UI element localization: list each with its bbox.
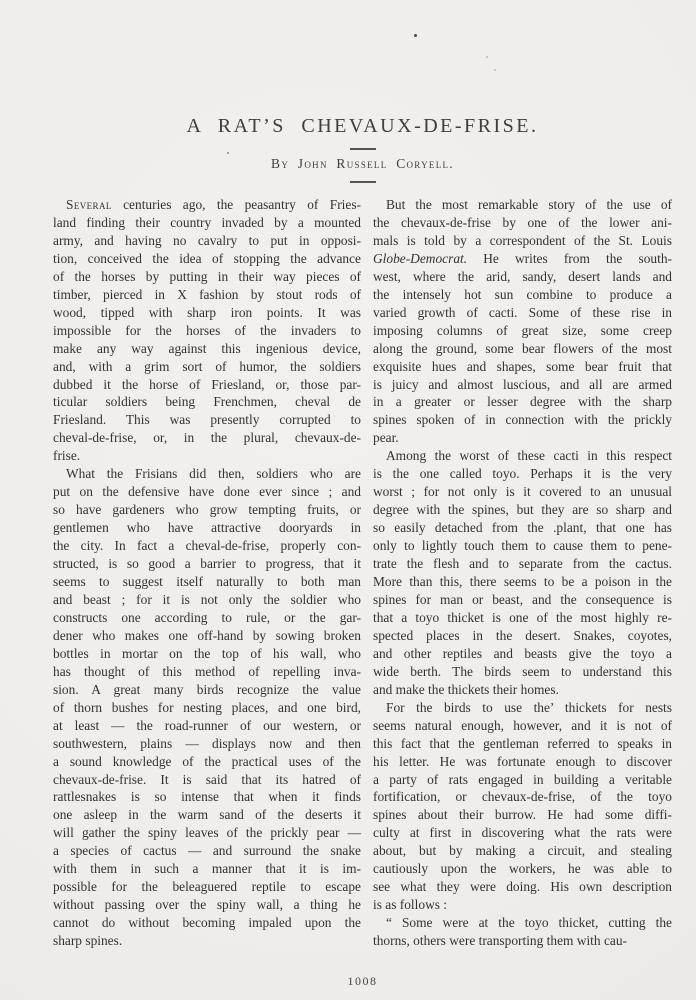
text-line: cautiously upon the workers, he was able to bbox=[373, 861, 672, 877]
text-line: about, but by making a circuit, and stealing bbox=[373, 843, 672, 859]
paragraph bbox=[373, 699, 672, 914]
text-line: timber, pierced in X fashion by stout rods of bbox=[53, 286, 361, 302]
two-column-body bbox=[53, 196, 672, 950]
text-line: thorns, others were transporting them with cau- bbox=[373, 933, 627, 949]
left-column bbox=[53, 196, 361, 950]
paragraph bbox=[373, 914, 672, 950]
text-line: tion, conceived the idea of stopping the advance bbox=[53, 250, 361, 266]
text-line: west, where the arid, sandy, desert lands and bbox=[373, 268, 672, 284]
paragraph bbox=[53, 465, 361, 950]
text-line: land finding their country invaded by a mounted bbox=[53, 214, 361, 230]
text-line: wood, tipped with sharp iron points. It was bbox=[53, 304, 361, 320]
text-line: army, and having no cavalry to put in opposi- bbox=[53, 232, 361, 248]
text-line: of thorn bushes for nesting places, and one bird, bbox=[53, 699, 361, 715]
ornament-rule bbox=[350, 181, 376, 183]
text-line: Globe-Democrat. He writes from the south- bbox=[373, 250, 672, 266]
page-number: 1008 bbox=[347, 974, 378, 988]
text-line: Several centuries ago, the peasantry of Fries- bbox=[66, 197, 361, 212]
paragraph bbox=[53, 196, 361, 465]
text-line: For the birds to use the’ thickets for nests bbox=[386, 699, 672, 715]
text-line: spines spoken of in connection with the prickly bbox=[373, 412, 672, 428]
text-line: dener who makes one off-hand by sowing broken bbox=[53, 627, 361, 643]
text-line: and other reptiles and beasts give the toyo a bbox=[373, 645, 672, 661]
text-line: varied growth of cacti. Some of these rise in bbox=[373, 304, 672, 320]
text-line: More than this, there seems to be a poison in the bbox=[373, 574, 672, 590]
text-line: put on the defensive have done ever since ; and bbox=[53, 484, 361, 500]
text-line: possible for the beleaguered reptile to escape bbox=[53, 879, 361, 895]
text-line: Among the worst of these cacti in this respect bbox=[386, 448, 672, 464]
text-line: seems to suggest itself naturally to both man bbox=[53, 574, 361, 590]
article-title: A RAT’S CHEVAUX-DE-FRISE. bbox=[186, 115, 539, 137]
text-line: only to lightly touch them to cause them to pene- bbox=[373, 538, 672, 554]
text-line: exquisite hues and shapes, some bear fruit that bbox=[373, 358, 672, 374]
text-line: one asleep in the warm sand of the deserts it bbox=[53, 807, 361, 823]
text-line: fortification, or chevaux-de-frise, of the toyo bbox=[373, 789, 672, 805]
text-line: spines about their burrow. He had some diffi- bbox=[373, 807, 672, 823]
paragraph bbox=[373, 196, 672, 447]
text-line: trate the flesh and to separate from the cactus. bbox=[373, 556, 672, 572]
text-line: structed, is so good a barrier to progress, that it bbox=[53, 556, 361, 572]
text-line: chevaux-de-frise. It is said that its hatred of bbox=[53, 771, 361, 787]
text-line: sharp spines. bbox=[53, 933, 123, 949]
text-line: degree with the spines, but they are so sharp and bbox=[373, 502, 672, 518]
text-line: a party of rats engaged in building a veritable bbox=[373, 771, 672, 787]
text-line: is the one called toyo. Perhaps it is the very bbox=[373, 466, 672, 482]
byline: By John Russell Coryell. bbox=[271, 156, 454, 171]
text-line: this fact that the gentleman referred to speaks in bbox=[373, 735, 672, 751]
text-line: will gather the spiny leaves of the prickly pear — bbox=[53, 825, 361, 841]
text-line: impossible for the horses of the invaders to bbox=[53, 322, 361, 338]
text-line: the intensely hot sun combine to produce a bbox=[373, 286, 672, 302]
text-line: is juicy and almost luscious, and all are armed bbox=[373, 376, 672, 392]
text-line: so have gardeners who grow tempting fruits, or bbox=[53, 502, 361, 518]
text-line: the chevaux-de-frise by one of the lower ani- bbox=[373, 214, 672, 230]
text-line: see what they were doing. His own description bbox=[373, 879, 672, 895]
text-line: without passing over the spiny wall, a thing he bbox=[53, 897, 361, 913]
text-line: cheval-de-frise, or, in the plural, chevaux-de- bbox=[53, 430, 361, 446]
text-line: spected places in the desert. Snakes, coyotes, bbox=[373, 627, 672, 643]
text-line: and, with a grim sort of humor, the soldiers bbox=[53, 358, 361, 374]
text-line: imposing columns of great size, some creep bbox=[373, 322, 672, 338]
text-line: cannot do without becoming impaled upon the bbox=[53, 915, 361, 931]
text-line: dubbed it the horse of Friesland, or, those par- bbox=[53, 376, 361, 392]
ornament-rule bbox=[350, 148, 376, 150]
text-line: What the Frisians did then, soldiers who are bbox=[66, 466, 361, 482]
text-block bbox=[53, 0, 672, 950]
text-line: so easily detached from the .plant, that one has bbox=[373, 520, 672, 536]
text-line: the city. In fact a cheval-de-frise, properly con- bbox=[53, 538, 361, 554]
text-line: southwestern, plains — displays now and then bbox=[53, 735, 361, 751]
text-line: Friesland. This was presently corrupted to bbox=[53, 412, 361, 428]
text-line: bottles in mortar on the top of his wall, who bbox=[53, 645, 361, 661]
text-line: mals is told by a correspondent of the St. Louis bbox=[373, 232, 672, 248]
text-line: is as follows : bbox=[373, 897, 448, 913]
smallcaps-lead-word: Several bbox=[66, 197, 112, 212]
text-line: along the ground, some bear flowers of the most bbox=[373, 340, 672, 356]
text-line: culty at first in discovering what the rats were bbox=[373, 825, 672, 841]
text-line: sion. A great many birds recognize the value bbox=[53, 681, 361, 697]
text-line: frise. bbox=[53, 448, 81, 464]
text-line: of the horses by putting in their way pieces of bbox=[53, 268, 361, 284]
right-column bbox=[373, 196, 672, 950]
text-line: rattlesnakes is so intense that when it finds bbox=[53, 789, 361, 805]
text-line: and make the thickets their homes. bbox=[373, 681, 559, 697]
text-line: seems natural enough, however, and it is not of bbox=[373, 717, 672, 733]
text-line: “ Some were at the toyo thicket, cutting the bbox=[386, 915, 672, 931]
text-line: wide berth. The birds seem to understand this bbox=[373, 663, 672, 679]
text-line: make any way against this ingenious device, bbox=[53, 340, 361, 356]
text-line: at least — the road-runner of our western, or bbox=[53, 717, 361, 733]
italic-publication-name: Globe-Democrat. bbox=[373, 250, 468, 266]
text-line: ticular soldiers being Frenchmen, cheval de bbox=[53, 394, 361, 410]
text-line: a sound knowledge of the practical uses of the bbox=[53, 753, 361, 769]
text-line: constructs one according to rule, or the gar- bbox=[53, 609, 361, 625]
text-line: and beast ; for it is not only the soldier who bbox=[53, 591, 361, 607]
text-line: But the most remarkable story of the use of bbox=[386, 197, 672, 212]
text-line: worst ; for not only is it covered to an unusual bbox=[373, 484, 672, 500]
text-line: spines for man or beast, and the consequence is bbox=[373, 591, 672, 607]
paragraph bbox=[373, 447, 672, 698]
text-line: with them in such a manner that it is im- bbox=[53, 861, 361, 877]
text-line: has thought of this method of repelling inva- bbox=[53, 663, 361, 679]
text-line: his letter. He was fortunate enough to discover bbox=[373, 753, 672, 769]
text-line: gentlemen who have attractive dooryards in bbox=[53, 520, 361, 536]
text-line: pear. bbox=[373, 430, 399, 446]
text-line: in a greater or lesser degree with the sharp bbox=[373, 394, 672, 410]
text-line: that a toyo thicket is one of the most highly re- bbox=[373, 609, 672, 625]
text-line: a species of cactus — and surround the snake bbox=[53, 843, 361, 859]
